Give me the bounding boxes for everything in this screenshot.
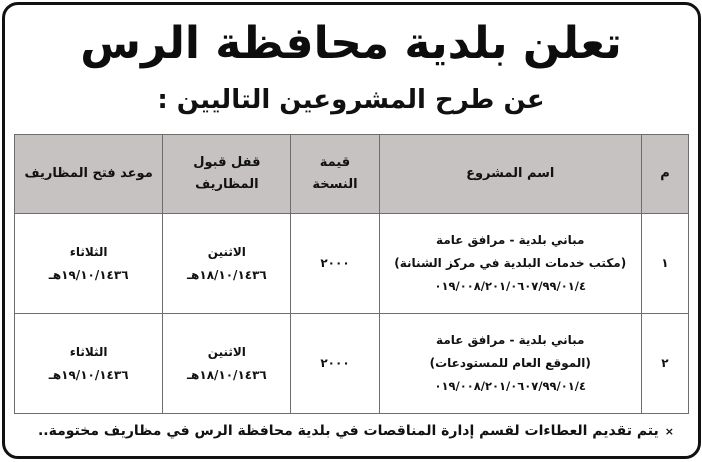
row-copy-price: ٢٠٠٠ [291,214,379,314]
project-name-line1: مباني بلدية - مرافق عامة [436,333,585,347]
header-closing-line1: قفل قبول [193,155,261,170]
row-opening [15,314,163,414]
project-code: ٠١٩/٠٠٨/٢٠١/٠٦٠٧/٩٩/٠١/٤ [434,279,587,293]
row-number: ٢ [641,314,688,414]
row-project-name [379,314,641,414]
project-name-line1: مباني بلدية - مرافق عامة [436,233,585,247]
closing-date: ١٨/١٠/١٤٣٦هـ [186,367,267,382]
header-copy-price-line2: النسخة [312,177,358,192]
row-project-name [379,214,641,314]
table-header-row [15,135,689,214]
footer-note-text: يتم تقديم العطاءات لقسم إدارة المناقصات في بلدية محافظة الرس في مظاريف مختومة.. [37,423,659,439]
row-closing [163,314,291,414]
row-copy-price: ٢٠٠٠ [291,314,379,414]
header-closing-line2: المظاريف [195,177,259,192]
opening-day: الثلاثاء [69,244,108,259]
project-name-line2: (الموقع العام للمستودعات) [429,356,591,370]
footer-note [24,420,674,443]
table-row [15,314,689,414]
header-number: م [641,135,688,214]
projects-table [14,134,689,414]
project-code: ٠١٩/٠٠٨/٢٠١/٠٦٠٧/٩٩/٠١/٤ [434,379,587,393]
header-closing [163,135,291,214]
announcement-title: تعلن بلدية محافظة الرس [80,18,622,69]
row-opening [15,214,163,314]
table-row [15,214,689,314]
row-number: ١ [641,214,688,314]
closing-day: الاثنين [207,344,246,359]
closing-date: ١٨/١٠/١٤٣٦هـ [186,267,267,282]
announcement-subtitle: عن طرح المشروعين التاليين : [157,85,545,115]
opening-date: ١٩/١٠/١٤٣٦هـ [48,367,129,382]
header-project-name: اسم المشروع [379,135,641,214]
opening-date: ١٩/١٠/١٤٣٦هـ [48,267,129,282]
header-copy-price [291,135,379,214]
project-name-line2: (مكتب خدمات البلدية في مركز الشنانة) [394,256,627,270]
row-closing [163,214,291,314]
closing-day: الاثنين [207,244,246,259]
bullet-x-icon: × [664,425,674,438]
opening-day: الثلاثاء [69,344,108,359]
header-opening: موعد فتح المظاريف [15,135,163,214]
header-copy-price-line1: قيمة [319,155,351,170]
